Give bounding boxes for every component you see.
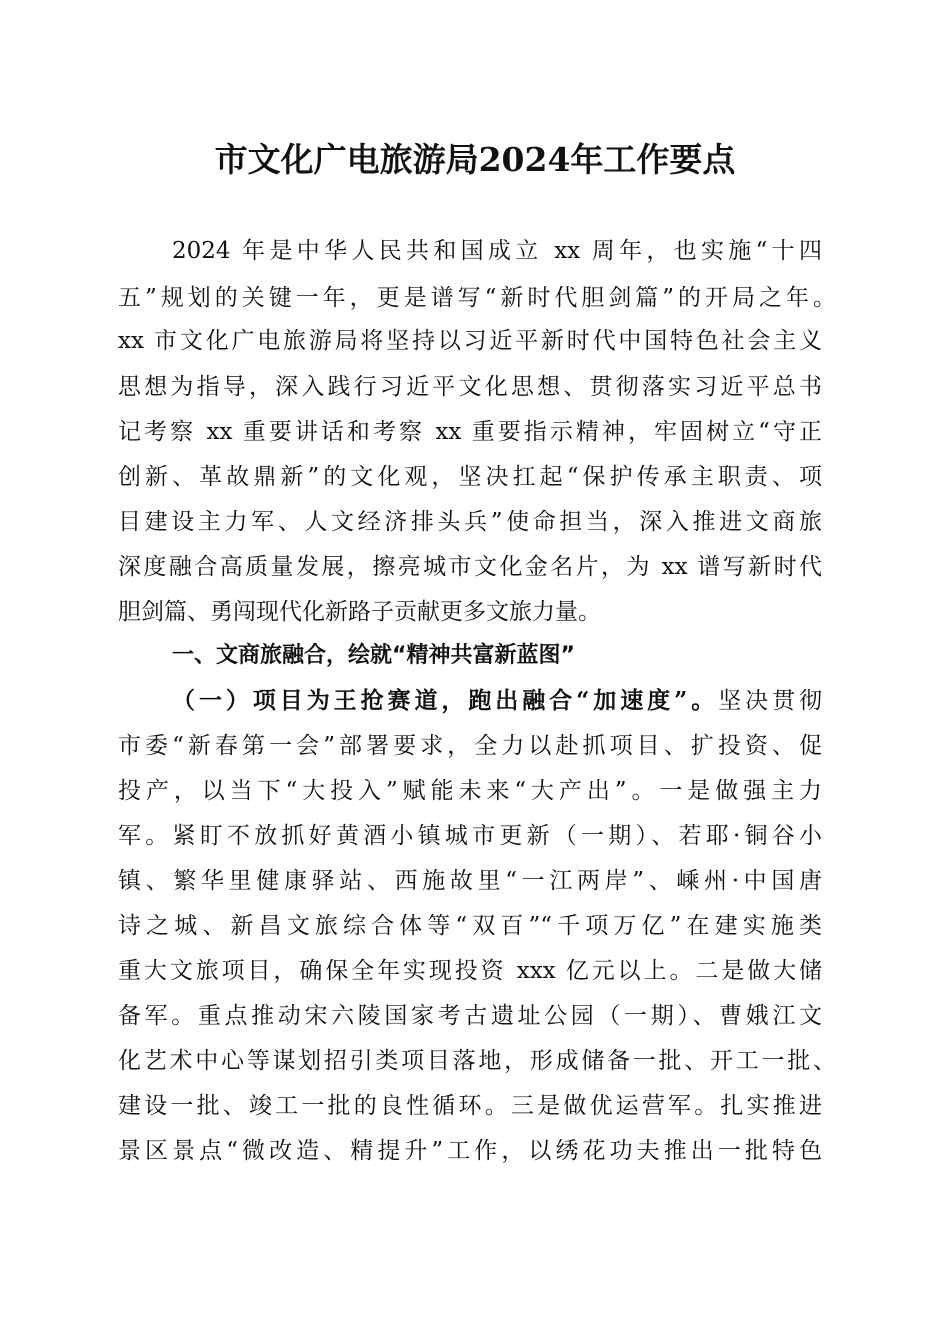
section-heading: 一、文商旅融合，绘就“精神共富新蓝图” <box>172 643 575 668</box>
body-line: 市委“新春第一会”部署要求，全力以赴抓项目、扩投资、促 <box>118 733 822 759</box>
intro-line: 思想为指导，深入践行习近平文化思想、贯彻落实习近平总书 <box>118 374 822 400</box>
body-line: 化艺术中心等谋划招引类项目落地，形成储备一批、开工一批、 <box>118 1048 836 1074</box>
body-line: 建设一批、竣工一批的良性循环。三是做优运营军。扎实推进 <box>118 1093 822 1119</box>
body-line: 重大文旅项目，确保全年实现投资 xxx 亿元以上。二是做大储 <box>118 958 822 984</box>
intro-line: 目建设主力军、人文经济排头兵”使命担当，深入推进文商旅 <box>118 509 822 535</box>
body-line: 投产，以当下“大投入”赋能未来“大产出”。一是做强主力 <box>118 778 822 804</box>
intro-line: 2024 年是中华人民共和国成立 xx 周年，也实施“十四 <box>172 238 822 264</box>
body-line: 诗之城、新昌文旅综合体等“双百”“千项万亿”在建实施类 <box>118 913 822 939</box>
intro-line: 深度融合高质量发展，擦亮城市文化金名片，为 xx 谱写新时代 <box>118 554 822 580</box>
intro-line: xx 市文化广电旅游局将坚持以习近平新时代中国特色社会主义 <box>118 328 822 354</box>
body-line: 镇、繁华里健康驿站、西施故里“一江两岸”、嵊州·中国唐 <box>118 868 822 894</box>
intro-line: 五”规划的关键一年，更是谱写“新时代胆剑篇”的开局之年。 <box>118 285 836 311</box>
intro-line: 创新、革故鼎新”的文化观，坚决扛起“保护传承主职责、项 <box>118 464 822 490</box>
subsection-title: （一）项目为王抢赛道，跑出融合“加速度”。 <box>172 687 719 714</box>
intro-line: 胆剑篇、勇闯现代化新路子贡献更多文旅力量。 <box>118 599 601 625</box>
subsection-first-line <box>172 686 822 716</box>
document-title: 市文化广电旅游局2024年工作要点 <box>214 140 736 179</box>
intro-line: 记考察 xx 重要讲话和考察 xx 重要指示精神，牢固树立“守正 <box>118 419 822 445</box>
body-line: 军。紧盯不放抓好黄酒小镇城市更新（一期）、若耶·铜谷小 <box>118 823 822 849</box>
body-line: 景区景点“微改造、精提升”工作，以绣花功夫推出一批特色 <box>118 1138 822 1164</box>
subsection-text: 坚决贯彻 <box>718 688 823 714</box>
body-line: 备军。重点推动宋六陵国家考古遗址公园（一期）、曹娥江文 <box>118 1003 822 1029</box>
